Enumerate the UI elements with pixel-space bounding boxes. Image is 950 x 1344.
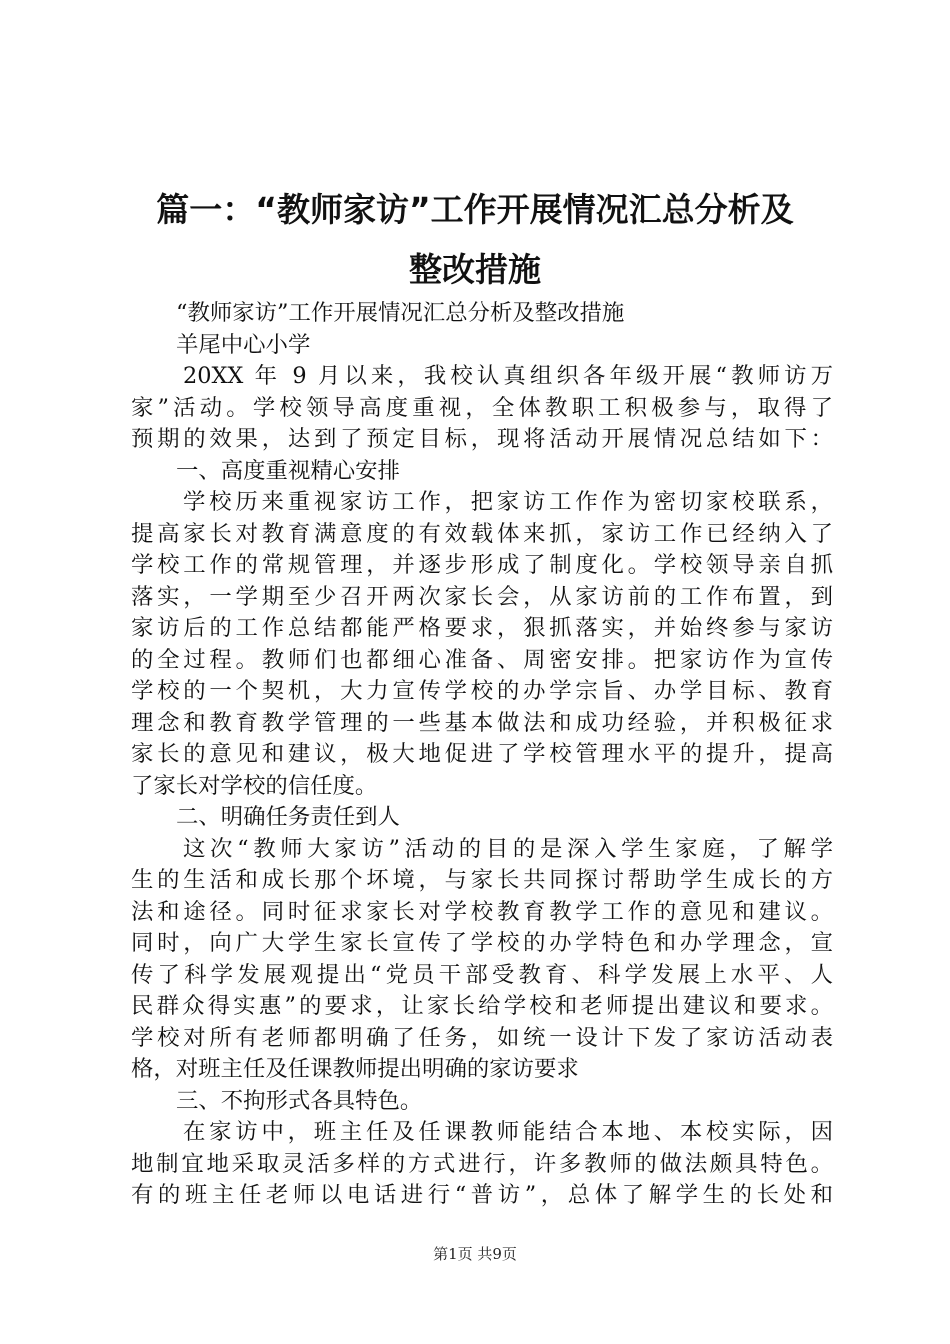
- body-line: 家”活动。学校领导高度重视，全体教职工积极参与，取得了: [131, 394, 833, 421]
- body-line: 预期的效果，达到了预定目标，现将活动开展情况总结如下：: [131, 426, 833, 452]
- body-line: 在家访中，班主任及任课教师能结合本地、本校实际，因: [183, 1119, 833, 1145]
- body-line: 落实，一学期至少召开两次家长会，从家访前的工作布置，到: [131, 583, 833, 610]
- document-body: [131, 298, 833, 1212]
- body-line: 这次“教师大家访”活动的目的是深入学生家庭，了解学: [183, 835, 833, 862]
- body-line: 地制宜地采取灵活多样的方式进行，许多教师的做法颇具特色。: [131, 1150, 833, 1177]
- body-line: 提高家长对教育满意度的有效载体来抓，家访工作已经纳入了: [131, 520, 833, 547]
- section-heading-2: 二、明确任务责任到人: [176, 804, 400, 830]
- body-line: 20XX 年 9 月以来，我校认真组织各年级开展“教师访万: [183, 363, 833, 389]
- section-heading-3: 三、不拘形式各具特色。: [176, 1087, 423, 1114]
- page-footer: 第1页 共9页: [433, 1245, 517, 1263]
- body-line: 学校工作的常规管理，并逐步形成了制度化。学校领导亲自抓: [131, 552, 833, 578]
- body-line: 有的班主任老师以电话进行“普访”，总体了解学生的长处和: [131, 1182, 833, 1208]
- body-line: 同时，向广大学生家长宣传了学校的办学特色和办学理念，宣: [131, 930, 833, 956]
- body-line: 格，对班主任及任课教师提出明确的家访要求: [131, 1056, 579, 1082]
- body-line: 理念和教育教学管理的一些基本做法和成功经验，并积极征求: [131, 709, 833, 736]
- body-line-school-name: 羊尾中心小学: [176, 331, 311, 358]
- body-line: 家长的意见和建议，极大地促进了学校管理水平的提升，提高: [131, 741, 833, 767]
- section-heading-1: 一、高度重视精心安排: [176, 457, 400, 484]
- body-line: 民群众得实惠”的要求，让家长给学校和老师提出建议和要求。: [131, 993, 833, 1019]
- body-line: 了家长对学校的信任度。: [131, 772, 378, 799]
- body-line: 学校历来重视家访工作，把家访工作作为密切家校联系，: [183, 489, 833, 515]
- body-line: 传了科学发展观提出“党员干部受教育、科学发展上水平、人: [131, 961, 833, 988]
- body-line: 学校的一个契机，大力宣传学校的办学宗旨、办学目标、教育: [131, 678, 833, 704]
- body-line: 学校对所有老师都明确了任务，如统一设计下发了家访活动表: [131, 1024, 833, 1051]
- body-line: 生的生活和成长那个坏境，与家长共同探讨帮助学生成长的方: [131, 867, 833, 893]
- document-title-line-2: 整改措施: [409, 250, 541, 289]
- body-line: 家访后的工作总结都能严格要求，狠抓落实，并始终参与家访: [131, 615, 833, 641]
- body-line: 的全过程。教师们也都细心准备、周密安排。把家访作为宣传: [131, 646, 833, 673]
- document-title-line-1: 篇一：“教师家访”工作开展情况汇总分析及: [156, 190, 794, 229]
- body-line-subtitle: “教师家访”工作开展情况汇总分析及整改措施: [176, 300, 625, 326]
- body-line: 法和途径。同时征求家长对学校教育教学工作的意见和建议。: [131, 898, 833, 925]
